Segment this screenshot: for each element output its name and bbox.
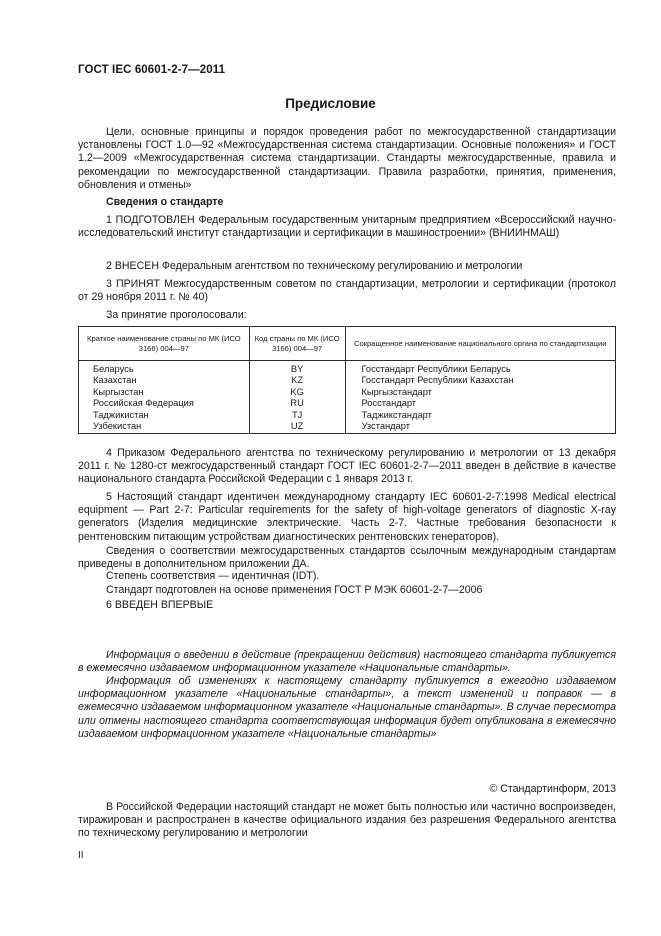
page-number: II — [78, 850, 84, 861]
body-cell: Кыргызстандарт — [345, 387, 615, 398]
body-cell: Таджикстандарт — [345, 410, 615, 421]
prepared-basis: Стандарт подготовлен на основе применения ГОСТ Р МЭК 60601-2-7—2006 — [106, 584, 483, 596]
code-cell: KG — [249, 387, 345, 398]
table-row — [79, 398, 616, 409]
item-1-prepared: 1 ПОДГОТОВЛЕН Федеральным государственным унитарным предприятием «Всероссийский научно-исследовательский институт стандартизации и сертификации в машиностроении» (ВНИИНМАШ) — [78, 214, 616, 240]
country-cell: Кыргызстан — [79, 387, 250, 398]
header-code: Код страны по МК (ИСО 3166) 004—97 — [249, 327, 345, 361]
body-cell: Узстандарт — [345, 421, 615, 434]
intro-paragraph: Цели, основные принципы и порядок проведения работ по межгосударственной стандартизации установлены ГОСТ 1.0—92 «Межгосударственная система стандартизации. Основные положения» и ГОСТ 1.2—2009 «Межгосударственная система стандартизации. Стандарты межгосударственные, правила и рекомендации по межгосударственной стандартизации. Правила разработки, принятия, применения, обновления и отмены» — [78, 126, 616, 191]
table-row — [79, 387, 616, 398]
code-cell: TJ — [249, 410, 345, 421]
item-3-adopted: 3 ПРИНЯТ Межгосударственным советом по стандартизации, метрологии и сертификации (протокол от 29 ноября 2011 г. № 40) — [78, 278, 616, 304]
country-cell: Беларусь — [79, 361, 250, 376]
body-cell: Росстандарт — [345, 398, 615, 409]
table-row — [79, 375, 616, 386]
conformity-degree: Степень соответствия — идентичная (IDT). — [106, 570, 320, 582]
page-title: Предисловие — [285, 96, 376, 111]
table-row — [79, 410, 616, 421]
item-5-note: Сведения о соответствии межгосударственных стандартов ссылочным международным стандартам приведены в дополнительном приложении ДА. — [78, 545, 616, 571]
copyright: © Стандартинформ, 2013 — [489, 783, 616, 795]
info-changes: Информация об изменениях к настоящему стандарту публикуется в ежегодно издаваемом информационном указателе «Национальные стандарты», а текст изменений и поправок — в ежемесячно издаваемом информационном указателе «Национальные стандарты». В случае пересмотра или отмены настоящего стандарта соответствующая информация будет опубликована в ежемесячно издаваемом информационном указателе «Национальные стандарты» — [78, 675, 616, 740]
item-6-first-time: 6 ВВЕДЕН ВПЕРВЫЕ — [106, 599, 214, 611]
code-cell: RU — [249, 398, 345, 409]
code-cell: KZ — [249, 375, 345, 386]
country-cell: Узбекистан — [79, 421, 250, 434]
vote-table — [78, 326, 616, 434]
header-body: Сокращенное наименование национального органа по стандартизации — [345, 327, 615, 361]
table-row — [79, 361, 616, 376]
country-cell: Казахстан — [79, 375, 250, 386]
vote-table-header — [79, 327, 616, 361]
header-country: Краткое наименование страны по МК (ИСО 3166) 004—97 — [79, 327, 250, 361]
info-introduction: Информация о введении в действие (прекращении действия) настоящего стандарта публикуется в ежемесячно издаваемом информационном указателе «Национальные стандарты». — [78, 649, 616, 675]
item-5-identical: 5 Настоящий стандарт идентичен международному стандарту IEC 60601-2-7:1998 Medical electrical equipment — Part 2-7: Particular requirements for the safety of high-voltage generators of diagnostic X-ray generators (Изделия медицинские электрические. Часть 2-7. Частные требования безопасности к рентгеновским питающим устройствам диагностических рентгеновских генераторов). — [78, 491, 616, 543]
code-cell: BY — [249, 361, 345, 376]
table-row — [79, 421, 616, 434]
code-cell: UZ — [249, 421, 345, 434]
country-cell: Таджикистан — [79, 410, 250, 421]
item-2-introduced: 2 ВНЕСЕН Федеральным агентством по техническому регулированию и метрологии — [106, 260, 523, 272]
country-cell: Российская Федерация — [79, 398, 250, 409]
body-cell: Госстандарт Республики Беларусь — [345, 361, 615, 376]
standard-id: ГОСТ IEC 60601-2-7—2011 — [78, 64, 226, 76]
item-4-order: 4 Приказом Федерального агентства по техническому регулированию и метрологии от 13 декабря 2011 г. № 1280-ст межгосударственный стандарт ГОСТ IEC 60601-2-7—2011 введен в действие в качестве национального стандарта Российской Федерации с 1 января 2013 г. — [78, 447, 616, 486]
legal-notice: В Российской Федерации настоящий стандарт не может быть полностью или частично воспроизведен, тиражирован и распространен в качестве официального издания без разрешения Федерального агентства по техническому регулированию и метрологии — [78, 801, 616, 840]
section-heading: Сведения о стандарте — [106, 196, 224, 208]
voted-intro: За принятие проголосовали: — [106, 309, 247, 321]
body-cell: Госстандарт Республики Казахстан — [345, 375, 615, 386]
